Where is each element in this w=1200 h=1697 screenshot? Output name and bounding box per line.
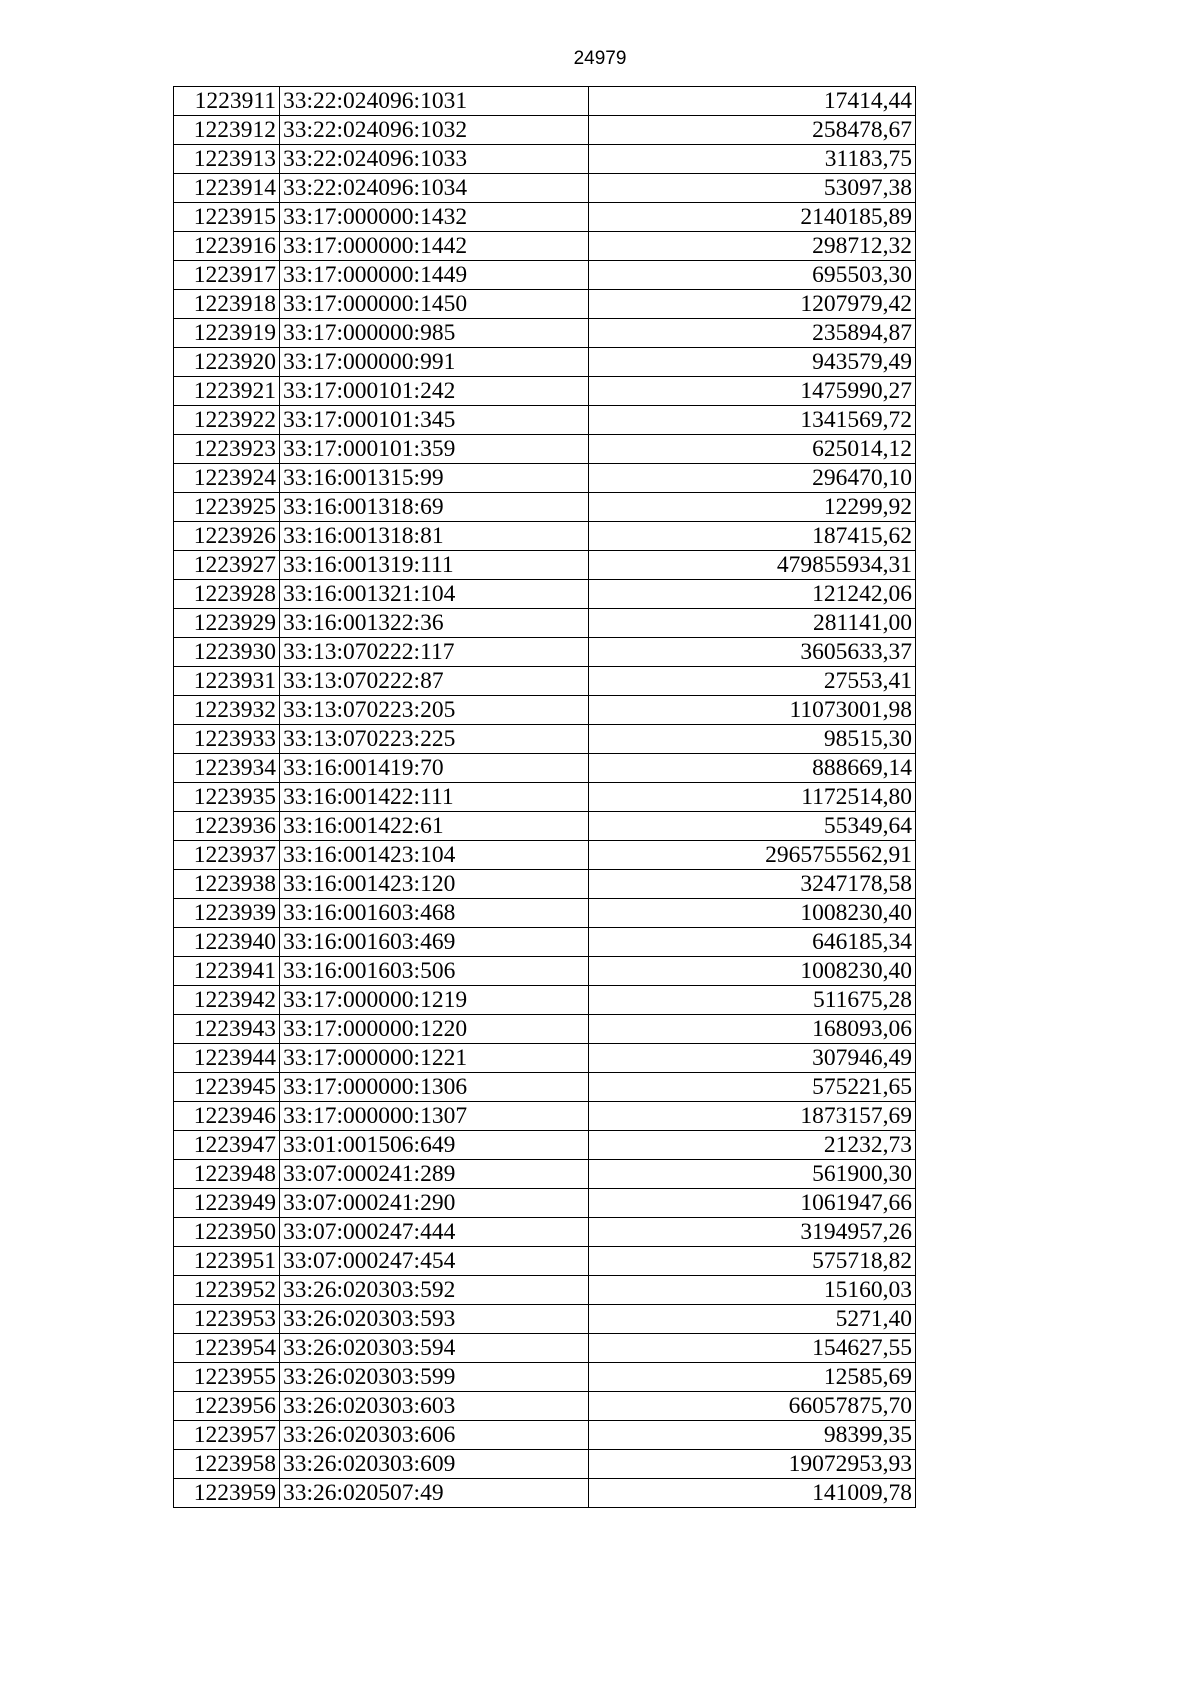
table-row bbox=[174, 290, 916, 319]
cadastral-value-cell: 21232,73 bbox=[589, 1131, 916, 1160]
row-id-cell: 1223948 bbox=[174, 1160, 280, 1189]
row-id-cell: 1223926 bbox=[174, 522, 280, 551]
cadastral-value-cell: 168093,06 bbox=[589, 1015, 916, 1044]
row-id-cell: 1223947 bbox=[174, 1131, 280, 1160]
cadastral-value-cell: 1172514,80 bbox=[589, 783, 916, 812]
table-row bbox=[174, 377, 916, 406]
cadastral-value-cell: 3247178,58 bbox=[589, 870, 916, 899]
cadastral-value-table bbox=[173, 86, 916, 1508]
row-id-cell: 1223957 bbox=[174, 1421, 280, 1450]
row-id-cell: 1223915 bbox=[174, 203, 280, 232]
row-id-cell: 1223939 bbox=[174, 899, 280, 928]
table-row bbox=[174, 957, 916, 986]
cadastral-number-cell: 33:13:070223:225 bbox=[280, 725, 589, 754]
cadastral-value-cell: 1341569,72 bbox=[589, 406, 916, 435]
cadastral-value-cell: 307946,49 bbox=[589, 1044, 916, 1073]
cadastral-number-cell: 33:16:001321:104 bbox=[280, 580, 589, 609]
row-id-cell: 1223941 bbox=[174, 957, 280, 986]
row-id-cell: 1223916 bbox=[174, 232, 280, 261]
cadastral-number-cell: 33:26:020303:592 bbox=[280, 1276, 589, 1305]
table-row bbox=[174, 174, 916, 203]
table-row bbox=[174, 899, 916, 928]
cadastral-number-cell: 33:17:000000:991 bbox=[280, 348, 589, 377]
table-body bbox=[174, 87, 916, 1508]
row-id-cell: 1223912 bbox=[174, 116, 280, 145]
cadastral-value-cell: 296470,10 bbox=[589, 464, 916, 493]
row-id-cell: 1223940 bbox=[174, 928, 280, 957]
cadastral-number-cell: 33:17:000000:1221 bbox=[280, 1044, 589, 1073]
row-id-cell: 1223927 bbox=[174, 551, 280, 580]
table-row bbox=[174, 638, 916, 667]
cadastral-number-cell: 33:16:001422:61 bbox=[280, 812, 589, 841]
cadastral-number-cell: 33:26:020303:599 bbox=[280, 1363, 589, 1392]
table-row bbox=[174, 1189, 916, 1218]
cadastral-value-cell: 1475990,27 bbox=[589, 377, 916, 406]
cadastral-number-cell: 33:22:024096:1034 bbox=[280, 174, 589, 203]
cadastral-number-cell: 33:17:000000:1432 bbox=[280, 203, 589, 232]
cadastral-number-cell: 33:13:070222:87 bbox=[280, 667, 589, 696]
cadastral-value-cell: 1207979,42 bbox=[589, 290, 916, 319]
row-id-cell: 1223932 bbox=[174, 696, 280, 725]
table-row bbox=[174, 783, 916, 812]
cadastral-number-cell: 33:16:001318:69 bbox=[280, 493, 589, 522]
table-row bbox=[174, 319, 916, 348]
table-row bbox=[174, 551, 916, 580]
table-row bbox=[174, 754, 916, 783]
cadastral-value-cell: 12585,69 bbox=[589, 1363, 916, 1392]
table-row bbox=[174, 232, 916, 261]
cadastral-number-cell: 33:13:070223:205 bbox=[280, 696, 589, 725]
cadastral-value-cell: 12299,92 bbox=[589, 493, 916, 522]
cadastral-number-cell: 33:26:020303:609 bbox=[280, 1450, 589, 1479]
row-id-cell: 1223918 bbox=[174, 290, 280, 319]
table-row bbox=[174, 870, 916, 899]
cadastral-value-cell: 575718,82 bbox=[589, 1247, 916, 1276]
cadastral-number-cell: 33:17:000000:1307 bbox=[280, 1102, 589, 1131]
row-id-cell: 1223944 bbox=[174, 1044, 280, 1073]
cadastral-number-cell: 33:07:000247:444 bbox=[280, 1218, 589, 1247]
cadastral-value-cell: 53097,38 bbox=[589, 174, 916, 203]
cadastral-value-cell: 154627,55 bbox=[589, 1334, 916, 1363]
row-id-cell: 1223935 bbox=[174, 783, 280, 812]
cadastral-value-cell: 98399,35 bbox=[589, 1421, 916, 1450]
row-id-cell: 1223919 bbox=[174, 319, 280, 348]
table-row bbox=[174, 1160, 916, 1189]
table-row bbox=[174, 203, 916, 232]
page-number: 24979 bbox=[573, 48, 627, 69]
cadastral-number-cell: 33:26:020303:594 bbox=[280, 1334, 589, 1363]
cadastral-value-cell: 258478,67 bbox=[589, 116, 916, 145]
table-row bbox=[174, 348, 916, 377]
cadastral-number-cell: 33:13:070222:117 bbox=[280, 638, 589, 667]
cadastral-number-cell: 33:07:000241:289 bbox=[280, 1160, 589, 1189]
cadastral-number-cell: 33:17:000000:1442 bbox=[280, 232, 589, 261]
row-id-cell: 1223911 bbox=[174, 87, 280, 116]
table-row bbox=[174, 841, 916, 870]
cadastral-value-cell: 888669,14 bbox=[589, 754, 916, 783]
row-id-cell: 1223931 bbox=[174, 667, 280, 696]
cadastral-value-cell: 943579,49 bbox=[589, 348, 916, 377]
table-row bbox=[174, 435, 916, 464]
cadastral-number-cell: 33:16:001322:36 bbox=[280, 609, 589, 638]
table-row bbox=[174, 1450, 916, 1479]
cadastral-value-cell: 1061947,66 bbox=[589, 1189, 916, 1218]
cadastral-number-cell: 33:07:000247:454 bbox=[280, 1247, 589, 1276]
table-row bbox=[174, 1421, 916, 1450]
cadastral-value-cell: 121242,06 bbox=[589, 580, 916, 609]
table-row bbox=[174, 145, 916, 174]
row-id-cell: 1223951 bbox=[174, 1247, 280, 1276]
cadastral-number-cell: 33:17:000101:359 bbox=[280, 435, 589, 464]
cadastral-number-cell: 33:26:020303:606 bbox=[280, 1421, 589, 1450]
cadastral-number-cell: 33:01:001506:649 bbox=[280, 1131, 589, 1160]
table-row bbox=[174, 1276, 916, 1305]
table-row bbox=[174, 725, 916, 754]
row-id-cell: 1223938 bbox=[174, 870, 280, 899]
cadastral-value-cell: 646185,34 bbox=[589, 928, 916, 957]
row-id-cell: 1223954 bbox=[174, 1334, 280, 1363]
cadastral-value-cell: 11073001,98 bbox=[589, 696, 916, 725]
cadastral-value-cell: 98515,30 bbox=[589, 725, 916, 754]
row-id-cell: 1223924 bbox=[174, 464, 280, 493]
table-row bbox=[174, 812, 916, 841]
table-row bbox=[174, 464, 916, 493]
row-id-cell: 1223929 bbox=[174, 609, 280, 638]
cadastral-number-cell: 33:17:000101:242 bbox=[280, 377, 589, 406]
cadastral-number-cell: 33:16:001603:469 bbox=[280, 928, 589, 957]
cadastral-number-cell: 33:22:024096:1031 bbox=[280, 87, 589, 116]
row-id-cell: 1223913 bbox=[174, 145, 280, 174]
cadastral-number-cell: 33:22:024096:1033 bbox=[280, 145, 589, 174]
table-row bbox=[174, 1479, 916, 1508]
cadastral-value-cell: 281141,00 bbox=[589, 609, 916, 638]
cadastral-number-cell: 33:07:000241:290 bbox=[280, 1189, 589, 1218]
row-id-cell: 1223917 bbox=[174, 261, 280, 290]
cadastral-value-cell: 1008230,40 bbox=[589, 899, 916, 928]
cadastral-number-cell: 33:16:001423:120 bbox=[280, 870, 589, 899]
cadastral-number-cell: 33:16:001319:111 bbox=[280, 551, 589, 580]
cadastral-number-cell: 33:17:000101:345 bbox=[280, 406, 589, 435]
cadastral-value-cell: 575221,65 bbox=[589, 1073, 916, 1102]
table-row bbox=[174, 696, 916, 725]
row-id-cell: 1223959 bbox=[174, 1479, 280, 1508]
cadastral-value-cell: 17414,44 bbox=[589, 87, 916, 116]
cadastral-value-cell: 511675,28 bbox=[589, 986, 916, 1015]
table-row bbox=[174, 522, 916, 551]
row-id-cell: 1223952 bbox=[174, 1276, 280, 1305]
cadastral-value-cell: 625014,12 bbox=[589, 435, 916, 464]
table-row bbox=[174, 580, 916, 609]
cadastral-value-cell: 298712,32 bbox=[589, 232, 916, 261]
row-id-cell: 1223933 bbox=[174, 725, 280, 754]
row-id-cell: 1223942 bbox=[174, 986, 280, 1015]
row-id-cell: 1223914 bbox=[174, 174, 280, 203]
cadastral-value-cell: 561900,30 bbox=[589, 1160, 916, 1189]
row-id-cell: 1223946 bbox=[174, 1102, 280, 1131]
cadastral-number-cell: 33:26:020303:603 bbox=[280, 1392, 589, 1421]
table-row bbox=[174, 1247, 916, 1276]
cadastral-number-cell: 33:22:024096:1032 bbox=[280, 116, 589, 145]
row-id-cell: 1223945 bbox=[174, 1073, 280, 1102]
row-id-cell: 1223921 bbox=[174, 377, 280, 406]
table-row bbox=[174, 1334, 916, 1363]
cadastral-value-cell: 235894,87 bbox=[589, 319, 916, 348]
table-row bbox=[174, 986, 916, 1015]
cadastral-value-cell: 31183,75 bbox=[589, 145, 916, 174]
table-row bbox=[174, 1102, 916, 1131]
cadastral-number-cell: 33:16:001603:506 bbox=[280, 957, 589, 986]
cadastral-number-cell: 33:16:001423:104 bbox=[280, 841, 589, 870]
row-id-cell: 1223930 bbox=[174, 638, 280, 667]
cadastral-number-cell: 33:17:000000:1220 bbox=[280, 1015, 589, 1044]
cadastral-value-cell: 19072953,93 bbox=[589, 1450, 916, 1479]
cadastral-number-cell: 33:17:000000:1449 bbox=[280, 261, 589, 290]
row-id-cell: 1223925 bbox=[174, 493, 280, 522]
row-id-cell: 1223920 bbox=[174, 348, 280, 377]
cadastral-number-cell: 33:17:000000:985 bbox=[280, 319, 589, 348]
table-row bbox=[174, 1044, 916, 1073]
row-id-cell: 1223958 bbox=[174, 1450, 280, 1479]
cadastral-value-cell: 3605633,37 bbox=[589, 638, 916, 667]
table-row bbox=[174, 928, 916, 957]
cadastral-value-cell: 1008230,40 bbox=[589, 957, 916, 986]
table-row bbox=[174, 87, 916, 116]
row-id-cell: 1223955 bbox=[174, 1363, 280, 1392]
cadastral-value-cell: 66057875,70 bbox=[589, 1392, 916, 1421]
table-row bbox=[174, 1392, 916, 1421]
cadastral-value-cell: 55349,64 bbox=[589, 812, 916, 841]
cadastral-value-cell: 27553,41 bbox=[589, 667, 916, 696]
row-id-cell: 1223943 bbox=[174, 1015, 280, 1044]
table-row bbox=[174, 609, 916, 638]
cadastral-number-cell: 33:26:020303:593 bbox=[280, 1305, 589, 1334]
cadastral-number-cell: 33:16:001315:99 bbox=[280, 464, 589, 493]
table-row bbox=[174, 1131, 916, 1160]
cadastral-value-cell: 3194957,26 bbox=[589, 1218, 916, 1247]
cadastral-value-cell: 5271,40 bbox=[589, 1305, 916, 1334]
row-id-cell: 1223956 bbox=[174, 1392, 280, 1421]
row-id-cell: 1223950 bbox=[174, 1218, 280, 1247]
cadastral-value-cell: 695503,30 bbox=[589, 261, 916, 290]
table-row bbox=[174, 1073, 916, 1102]
cadastral-number-cell: 33:16:001422:111 bbox=[280, 783, 589, 812]
cadastral-number-cell: 33:26:020507:49 bbox=[280, 1479, 589, 1508]
cadastral-value-cell: 15160,03 bbox=[589, 1276, 916, 1305]
table-row bbox=[174, 667, 916, 696]
row-id-cell: 1223923 bbox=[174, 435, 280, 464]
table-row bbox=[174, 261, 916, 290]
cadastral-number-cell: 33:16:001318:81 bbox=[280, 522, 589, 551]
cadastral-value-cell: 479855934,31 bbox=[589, 551, 916, 580]
cadastral-number-cell: 33:17:000000:1450 bbox=[280, 290, 589, 319]
cadastral-number-cell: 33:16:001603:468 bbox=[280, 899, 589, 928]
row-id-cell: 1223953 bbox=[174, 1305, 280, 1334]
table-row bbox=[174, 406, 916, 435]
row-id-cell: 1223937 bbox=[174, 841, 280, 870]
row-id-cell: 1223922 bbox=[174, 406, 280, 435]
table-row bbox=[174, 493, 916, 522]
cadastral-number-cell: 33:17:000000:1306 bbox=[280, 1073, 589, 1102]
table-row bbox=[174, 116, 916, 145]
table-row bbox=[174, 1305, 916, 1334]
table-row bbox=[174, 1363, 916, 1392]
row-id-cell: 1223934 bbox=[174, 754, 280, 783]
cadastral-value-cell: 1873157,69 bbox=[589, 1102, 916, 1131]
cadastral-value-cell: 187415,62 bbox=[589, 522, 916, 551]
cadastral-number-cell: 33:17:000000:1219 bbox=[280, 986, 589, 1015]
cadastral-value-cell: 2965755562,91 bbox=[589, 841, 916, 870]
cadastral-value-cell: 2140185,89 bbox=[589, 203, 916, 232]
row-id-cell: 1223936 bbox=[174, 812, 280, 841]
cadastral-value-cell: 141009,78 bbox=[589, 1479, 916, 1508]
cadastral-number-cell: 33:16:001419:70 bbox=[280, 754, 589, 783]
row-id-cell: 1223949 bbox=[174, 1189, 280, 1218]
table-row bbox=[174, 1015, 916, 1044]
table-row bbox=[174, 1218, 916, 1247]
row-id-cell: 1223928 bbox=[174, 580, 280, 609]
